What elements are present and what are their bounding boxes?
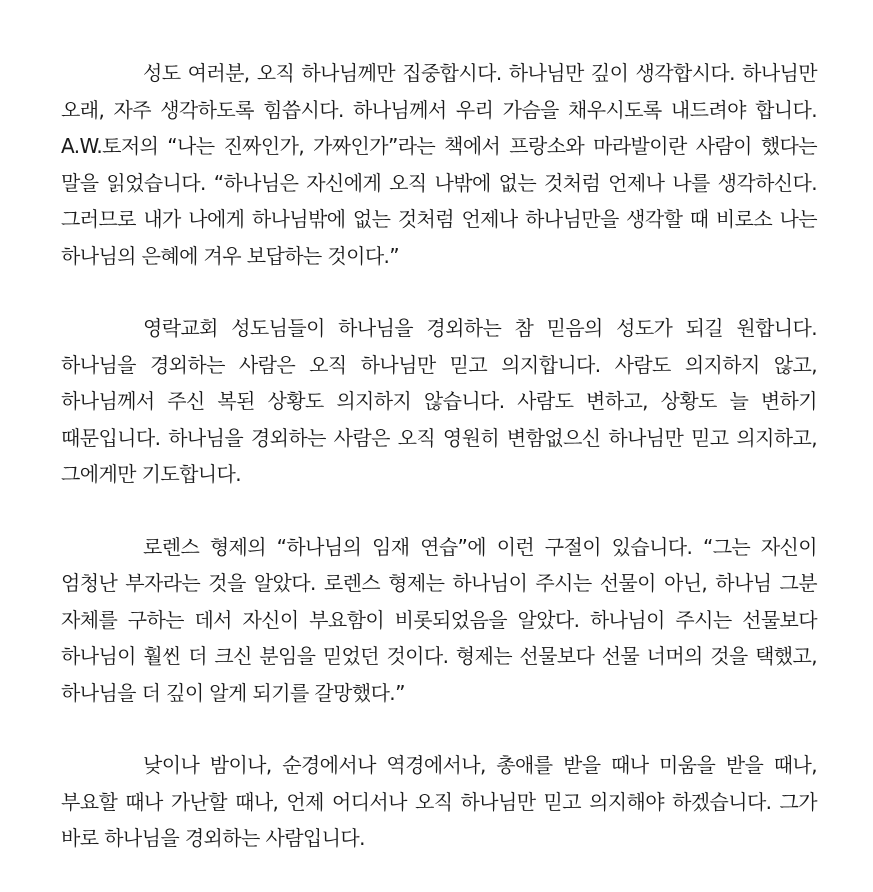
paragraph: 로렌스 형제의 “하나님의 임재 연습”에 이런 구절이 있습니다. “그는 자신이 엄청난 부자라는 것을 알았다. 로렌스 형제는 하나님이 주시는 선물이 아닌, 하나님 그분 자체를 구하는 데서 자신이 부요함이 비롯되었음을 알았다. 하나님이 주시는 선물보다 하나님이 훨씬 더 크신 분임을 믿었던 것이다. 형제는 선물보다 선물 너머의 것을 택했고, 하나님을 더 깊이 알게 되기를 갈망했다.” [61,534,817,705]
document-body [61,55,817,857]
paragraph: 영락교회 성도님들이 하나님을 경외하는 참 믿음의 성도가 되길 원합니다. 하나님을 경외하는 사람은 오직 하나님만 믿고 의지합니다. 사람도 의지하지 않고, 하나님께서 주신 복된 상황도 의지하지 않습니다. 사람도 변하고, 상황도 늘 변하기 때문입니다. 하나님을 경외하는 사람은 오직 영원히 변함없으신 하나님만 믿고 의지하고, 그에게만 기도합니다. [61,316,817,486]
paragraph: 낮이나 밤이나, 순경에서나 역경에서나, 총애를 받을 때나 미움을 받을 때나, 부요할 때나 가난할 때나, 언제 어디서나 오직 하나님만 믿고 의지해야 하겠습니다. 그가 바로 하나님을 경외하는 사람입니다. [61,753,817,850]
paragraph: 성도 여러분, 오직 하나님께만 집중합시다. 하나님만 깊이 생각합시다. 하나님만 오래, 자주 생각하도록 힘씁시다. 하나님께서 우리 가슴을 채우시도록 내드려야 합니다. A.W.토저의 “나는 진짜인가, 가짜인가”라는 책에서 프랑소와 마라발이란 사람이 했다는 말을 읽었습니다. “하나님은 자신에게 오직 나밖에 없는 것처럼 언제나 나를 생각하신다. 그러므로 내가 나에게 하나님밖에 없는 것처럼 언제나 하나님만을 생각할 때 비로소 나는 하나님의 은혜에 겨우 보답하는 것이다.” [61,61,817,268]
